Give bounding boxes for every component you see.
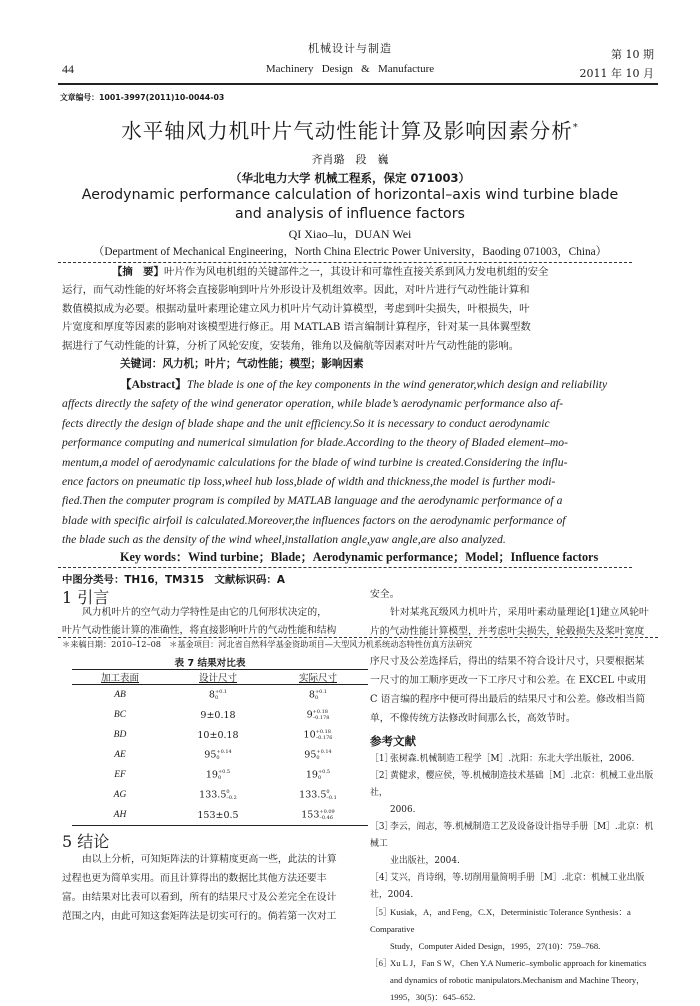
table-row: [72, 705, 368, 725]
authors-cn: 齐肖璐 段 巍: [311, 153, 389, 166]
abstract-cn: [62, 263, 630, 355]
table-row: [72, 765, 368, 785]
right-top-line: 针对某兆瓦级风力机叶片，采用叶素动量理论[1]建立风轮叶: [390, 607, 649, 619]
reference-item: ［1］张树森.机械制造工程学［M］.沈阳：东北大学出版社，2006.: [370, 754, 635, 764]
header-rule: [58, 83, 658, 85]
table-cell-design: 19+0.5 0: [205, 769, 231, 781]
abstract-en-line: blade with specific airfoil is calculated.Moreover,the influences factors on the aerodynamic performance of: [62, 513, 566, 527]
abstract-en-line: performance computing and numerical simulation for blade.According to the theory of Bladed element–mo-: [62, 436, 569, 450]
section1-line: 叶片气动性能计算的准确性，将直接影响叶片的气动性能和结构: [62, 625, 337, 637]
table-cell-design: 133.50 –0.2: [199, 789, 237, 801]
abstract-en-line: fects directly the design of blade shape and the unit efficiency.So it is necessary to conduct aerodynamic: [62, 416, 550, 430]
abstract-cn-line: 据进行了气动性能的计算，分析了风轮安度，安装角，锥角以及偏航等因素对叶片气动性能的影响。: [62, 339, 520, 352]
right-bottom-line: 单，不像传统方法修改时间那么长，高效节时。: [370, 713, 576, 724]
abstract-cn-label: 【摘 要】: [112, 266, 164, 278]
section1-heading: 1 引言: [62, 588, 110, 607]
table-cell-design: 95+0.14 0: [204, 749, 232, 761]
abstract-bottom-border: [58, 567, 632, 568]
section5-body: [62, 850, 352, 926]
title-en-line1: Aerodynamic performance calculation of horizontal–axis wind turbine blade: [81, 187, 619, 203]
abstract-en-line: affects directly the safety of the wind generator operation, while blade’s aerodynamic performance also af-: [62, 397, 564, 411]
reference-item: ［5］Kusiak，A，and Feng，C.X，Deterministic Tolerance Synthesis：a Comparative Study，Computer Aided Design，1995，27(10)：759–768.: [370, 907, 631, 951]
footnote-rule: [58, 637, 658, 638]
article-number: 文章编号：1001-3997(2011)10-0044-03: [60, 93, 225, 102]
abstract-en-line: the blade such as the density of the wind wheel,installation angle,yaw angle,are also analyzed.: [62, 533, 506, 547]
section1-body: [62, 604, 352, 641]
footnote: ＊来稿日期：2010–12–08 ＊基金项目：河北省自然科学基金资助项目—大型风力机系统动态特性仿真方法研究: [62, 639, 473, 649]
affiliation-cn: （华北电力大学 机械工程系，保定 071003）: [229, 171, 470, 185]
right-bottom-body: [370, 652, 660, 728]
authors-en: QI Xiao–lu，DUAN Wei: [288, 227, 412, 241]
table-caption: 表 7 结果对比表: [174, 658, 246, 669]
title-en-line2: and analysis of influence factors: [235, 206, 465, 222]
reference-item: ［2］黄健求，樱应侯，等.机械制造技术基础［M］.北京：机械工业出版社， 2006.: [370, 771, 654, 815]
section1-line: 风力机叶片的空气动力学特性是由它的几何形状决定的，: [82, 607, 327, 618]
section5-line: 富。由结果对比表可以看到，所有的结果尺寸及公差完全在设计: [62, 892, 337, 903]
table-row: [72, 685, 368, 706]
table-header-row: [72, 670, 368, 685]
table-cell-actual: 19+0.5 0: [305, 769, 331, 781]
abstract-cn-line: 【摘 要】叶片作为风电机组的关键部件之一，其设计和可靠性直接关系到风力发电机组的安全: [112, 266, 549, 278]
abstract-en: [62, 375, 630, 550]
table-row: [72, 725, 368, 745]
table-row: [72, 745, 368, 765]
table-header-cell: 设计尺寸: [168, 670, 268, 685]
table-header-cell: 加工表面: [72, 670, 168, 685]
table-row: [72, 805, 368, 826]
table-cell-surface: EF: [114, 770, 126, 780]
right-bottom-line: 一尺寸的加工顺序更改一下工序尺寸和公差。在 EXCEL 中或用: [370, 675, 647, 686]
affiliation-en: （Department of Mechanical Engineering，North China Electric Power University，Baoding 071003，China）: [93, 246, 607, 258]
page-number: 44: [62, 62, 74, 76]
keywords-cn: 关键词：风力机；叶片；气动性能；模型；影响因素: [120, 358, 364, 370]
classification: 中图分类号：TH16，TM315 文献标识码：A: [62, 574, 285, 586]
section5-line: 由以上分析，可知矩阵法的计算精度更高一些，此法的计算: [82, 854, 337, 865]
issue-date: 2011 年 10 月: [579, 67, 654, 80]
table-header-cell: 实际尺寸: [268, 670, 368, 685]
table-cell-actual: 153+0.09 –0.46: [268, 805, 368, 826]
table-cell-surface: BC: [113, 710, 127, 720]
abstract-cn-line: 片宽度和厚度等因素的影响对该模型进行修正。用 MATLAB 语言编制计算程序，针对某一具体翼型数: [62, 321, 531, 334]
abstract-en-line: mentum,a model of aerodynamic calculations for the blade of wind turbine is created.Considering the influ-: [62, 455, 568, 469]
abstract-cn-line: 数值模拟成为必要。根据动量叶素理论建立风力机叶片气动计算模型，考虑到叶尖损失，叶根损失，叶: [62, 302, 530, 315]
table-cell-actual: 133.50 –0.1: [299, 789, 337, 801]
section5-line: 过程也更为简单实用。而且计算得出的数据比其他方法还要丰: [62, 873, 327, 884]
table-cell-surface: AG: [113, 790, 127, 800]
title-cn: 水平轴风力机叶片气动性能计算及影响因素分析*: [121, 119, 579, 143]
results-table: [72, 669, 368, 826]
keywords-en: Key words：Wind turbine；Blade；Aerodynamic performance；Model；Influence factors: [120, 550, 599, 564]
table-cell-design: 153±0.5: [168, 805, 268, 826]
table-cell-design: 8+0.1 0: [208, 689, 228, 701]
right-bottom-line: C 语言编的程序中便可得出最后的结果尺寸和公差。修改相当简: [370, 694, 646, 705]
table-cell-surface: AH: [72, 805, 168, 826]
right-top-body: [370, 586, 660, 641]
abstract-en-label: 【Abstract】: [120, 378, 187, 391]
reference-item: ［4］艾兴，肖诗纲，等.切削用量简明手册［M］.北京：机械工业出版社，2004.: [370, 873, 645, 900]
abstract-en-line: 【Abstract】The blade is one of the key components in the wind generator,which design and reliability: [120, 378, 608, 391]
table-cell-design: 10±0.18: [197, 729, 239, 741]
issue-label: 第 10 期: [611, 48, 654, 61]
table-cell-surface: AE: [114, 750, 126, 760]
references-list: [370, 751, 660, 1006]
table-cell-design: 9±0.18: [200, 709, 236, 721]
journal-title-en: Machinery Design & Manufacture: [265, 63, 435, 75]
right-top-line: 安全。: [370, 589, 400, 600]
section5-heading: 5 结论: [62, 832, 110, 851]
section5-line: 范围之内，由此可知这套矩阵法是切实可行的。倘若第一次对工: [62, 911, 337, 922]
table-row: [72, 785, 368, 805]
reference-item: ［3］李云，阎志，等.机械制造工艺及设备设计指导手册［M］.北京：机械工 业出版社，2004.: [370, 822, 654, 866]
abstract-en-line: fied.Then the computer program is compiled by MATLAB language and the aerodynamic performance of a: [62, 494, 563, 508]
table-cell-actual: 8+0.1 0: [308, 689, 328, 701]
table-cell-actual: 9+0.18 –0.178: [306, 709, 330, 721]
table-cell-surface: BD: [113, 730, 127, 740]
journal-title-cn: 机械设计与制造: [308, 42, 392, 55]
table-cell-surface: AB: [114, 690, 126, 700]
reference-item: ［6］Xu L J，Fan S W，Chen Y.A Numeric–symbolic approach for kinematics and dynamics of robotic manipulators.Mechanism and Machine Theory， 1995，30(5)：645–652.: [370, 958, 647, 1002]
right-bottom-line: 序尺寸及公差选择后，得出的结果不符合设计尺寸，只要根据某: [370, 656, 645, 667]
abstract-en-line: ence factors on pneumatic tip loss,wheel hub loss,blade of width and thickness,the model is further modi-: [62, 475, 556, 489]
table-cell-actual: 95+0.14 0: [304, 749, 332, 761]
abstract-cn-line: 运行，而气动性能的好坏将会直接影响到叶片外形设计及机组效率。因此，对叶片进行气动性能计算和: [62, 284, 530, 297]
table-cell-actual: 10+0.18 –0.176: [303, 729, 333, 741]
right-top-line: 片的气动性能计算模型，并考虑叶尖损失，轮毂损失及桨叶宽度: [370, 625, 645, 637]
references-heading: 参考文献: [370, 734, 416, 748]
